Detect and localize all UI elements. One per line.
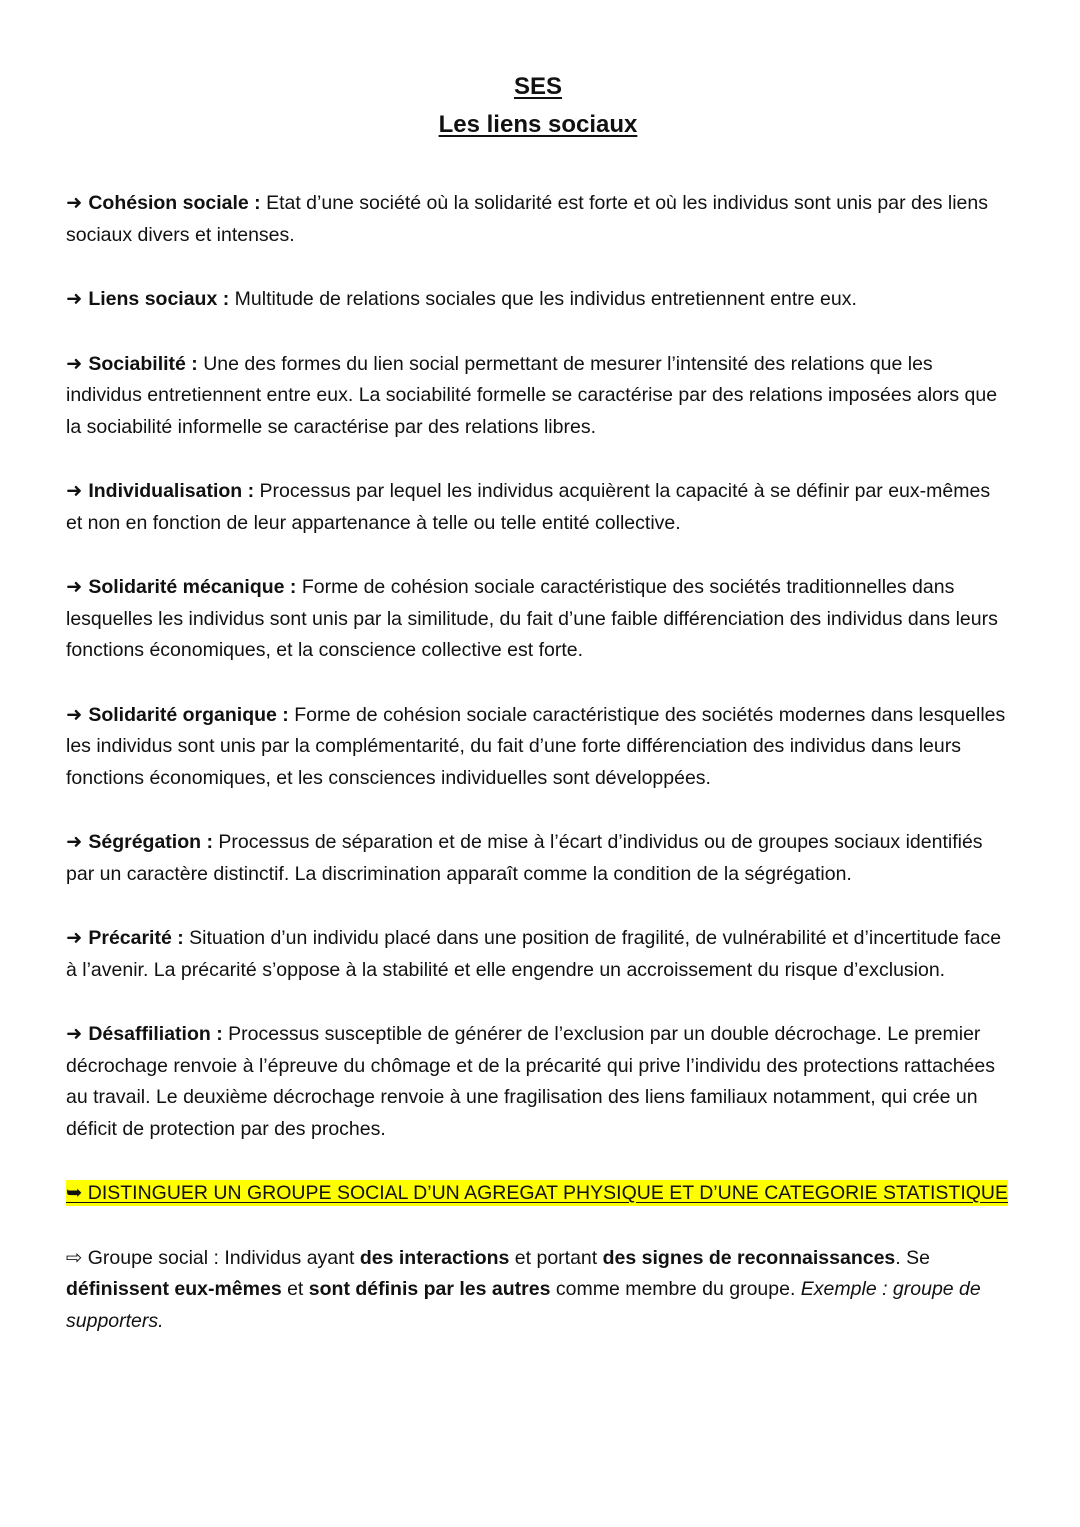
definition-term: Individualisation : (88, 480, 255, 502)
section-heading (66, 1178, 1010, 1210)
arrow-right-icon: ➜ (66, 1023, 83, 1045)
definition-term: Sociabilité : (88, 352, 198, 375)
definition-term: Cohésion sociale : (88, 192, 261, 214)
example-text: comme membre du groupe. (550, 1278, 801, 1300)
definition-term: Désaffiliation : (88, 1023, 223, 1045)
example-text: et portant (509, 1246, 603, 1269)
example-groupe-social (66, 1243, 1010, 1338)
definition-term: Précarité : (88, 927, 184, 949)
title-block (66, 68, 1010, 144)
highlighted-heading: ➥ DISTINGUER UN GROUPE SOCIAL D’UN AGREGAT PHYSIQUE ET D’UNE CATEGORIE STATISTIQUE (66, 1182, 1008, 1204)
arrow-right-icon: ➜ (66, 192, 83, 214)
definition-sociabilite (66, 349, 1010, 444)
definition-cohesion-sociale (66, 188, 1010, 251)
definition-text: Etat d’une société où la solidarité est forte et où les individus sont unis par des liens sociaux divers et intenses. (66, 192, 988, 246)
definition-text: Une des formes du lien social permettant de mesurer l’intensité des relations que les individus entretiennent entre eux. La sociabilité formelle se caractérise par des relations imposées alors que la sociabilité informelle se caractérise par des relations libres. (66, 352, 998, 438)
definition-text: Situation d’un individu placé dans une position de fragilité, de vulnérabilité et d’incertitude face à l’avenir. La précarité s’oppose à la stabilité et elle engendre un accroissement du risque d’exclusion. (66, 927, 1002, 981)
definition-text: Processus susceptible de générer de l’exclusion par un double décrochage. Le premier décrochage renvoie à l’épreuve du chômage et de la précarité qui prive l’individu des protections rattachées au travail. Le deuxième décrochage renvoie à une fragilisation des liens familiaux notamment, qui crée un déficit de protection par des proches. (66, 1023, 995, 1140)
arrow-right-icon: ➜ (66, 703, 83, 726)
definition-text: Processus de séparation et de mise à l’écart d’individus ou de groupes sociaux identifiés par un caractère distinctif. La discrimination apparaît comme la condition de la ségrégation. (66, 831, 983, 885)
definition-term: Liens sociaux : (88, 288, 230, 310)
definition-term: Solidarité mécanique : (88, 576, 297, 598)
hollow-arrow-icon: ⇨ (66, 1246, 83, 1269)
example-text: . Se (895, 1246, 930, 1269)
definition-liens-sociaux (66, 284, 1010, 316)
page-title: Les liens sociaux (438, 111, 638, 138)
example-text: Groupe social : Individus ayant (82, 1246, 360, 1269)
example-bold: sont définis par les autres (308, 1278, 551, 1300)
definition-text: Processus par lequel les individus acquièrent la capacité à se définir par eux-mêmes et non en fonction de leur appartenance à telle ou telle entité collective. (66, 480, 991, 534)
definition-solidarite-mecanique (66, 572, 1010, 667)
definition-segregation (66, 827, 1010, 890)
definition-individualisation (66, 476, 1010, 539)
definition-text: Forme de cohésion sociale caractéristique des sociétés modernes dans lesquelles les individus sont unis par la complémentarité, du fait d’une forte différenciation des individus dans leurs fonctions économiques, et les consciences individuelles sont développées. (66, 703, 1006, 789)
arrow-right-icon: ➜ (66, 352, 83, 375)
arrow-right-icon: ➜ (66, 927, 83, 949)
arrow-right-icon: ➜ (66, 576, 83, 598)
definition-precarite (66, 923, 1010, 986)
definition-term: Solidarité organique : (88, 703, 289, 726)
definition-term: Ségrégation : (88, 831, 213, 853)
arrow-right-icon: ➜ (66, 831, 83, 853)
arrow-right-icon: ➜ (66, 288, 83, 310)
arrow-right-icon: ➜ (66, 480, 83, 502)
definition-solidarite-organique (66, 700, 1010, 795)
subject-title: SES (513, 73, 563, 100)
example-italic: Exemple : groupe de supporters. (66, 1278, 981, 1332)
example-bold: définissent eux-mêmes (66, 1278, 282, 1300)
example-text: et (281, 1278, 309, 1300)
example-bold: des signes de reconnaissances (602, 1246, 896, 1269)
example-bold: des interactions (359, 1246, 510, 1269)
definition-text: Multitude de relations sociales que les individus entretiennent entre eux. (234, 288, 857, 310)
definition-text: Forme de cohésion sociale caractéristique des sociétés traditionnelles dans lesquelles les individus sont unis par la similitude, du fait d’une faible différenciation des individus dans leurs fonctions économiques, et la conscience collective est forte. (66, 576, 998, 661)
definition-desaffiliation (66, 1019, 1010, 1145)
